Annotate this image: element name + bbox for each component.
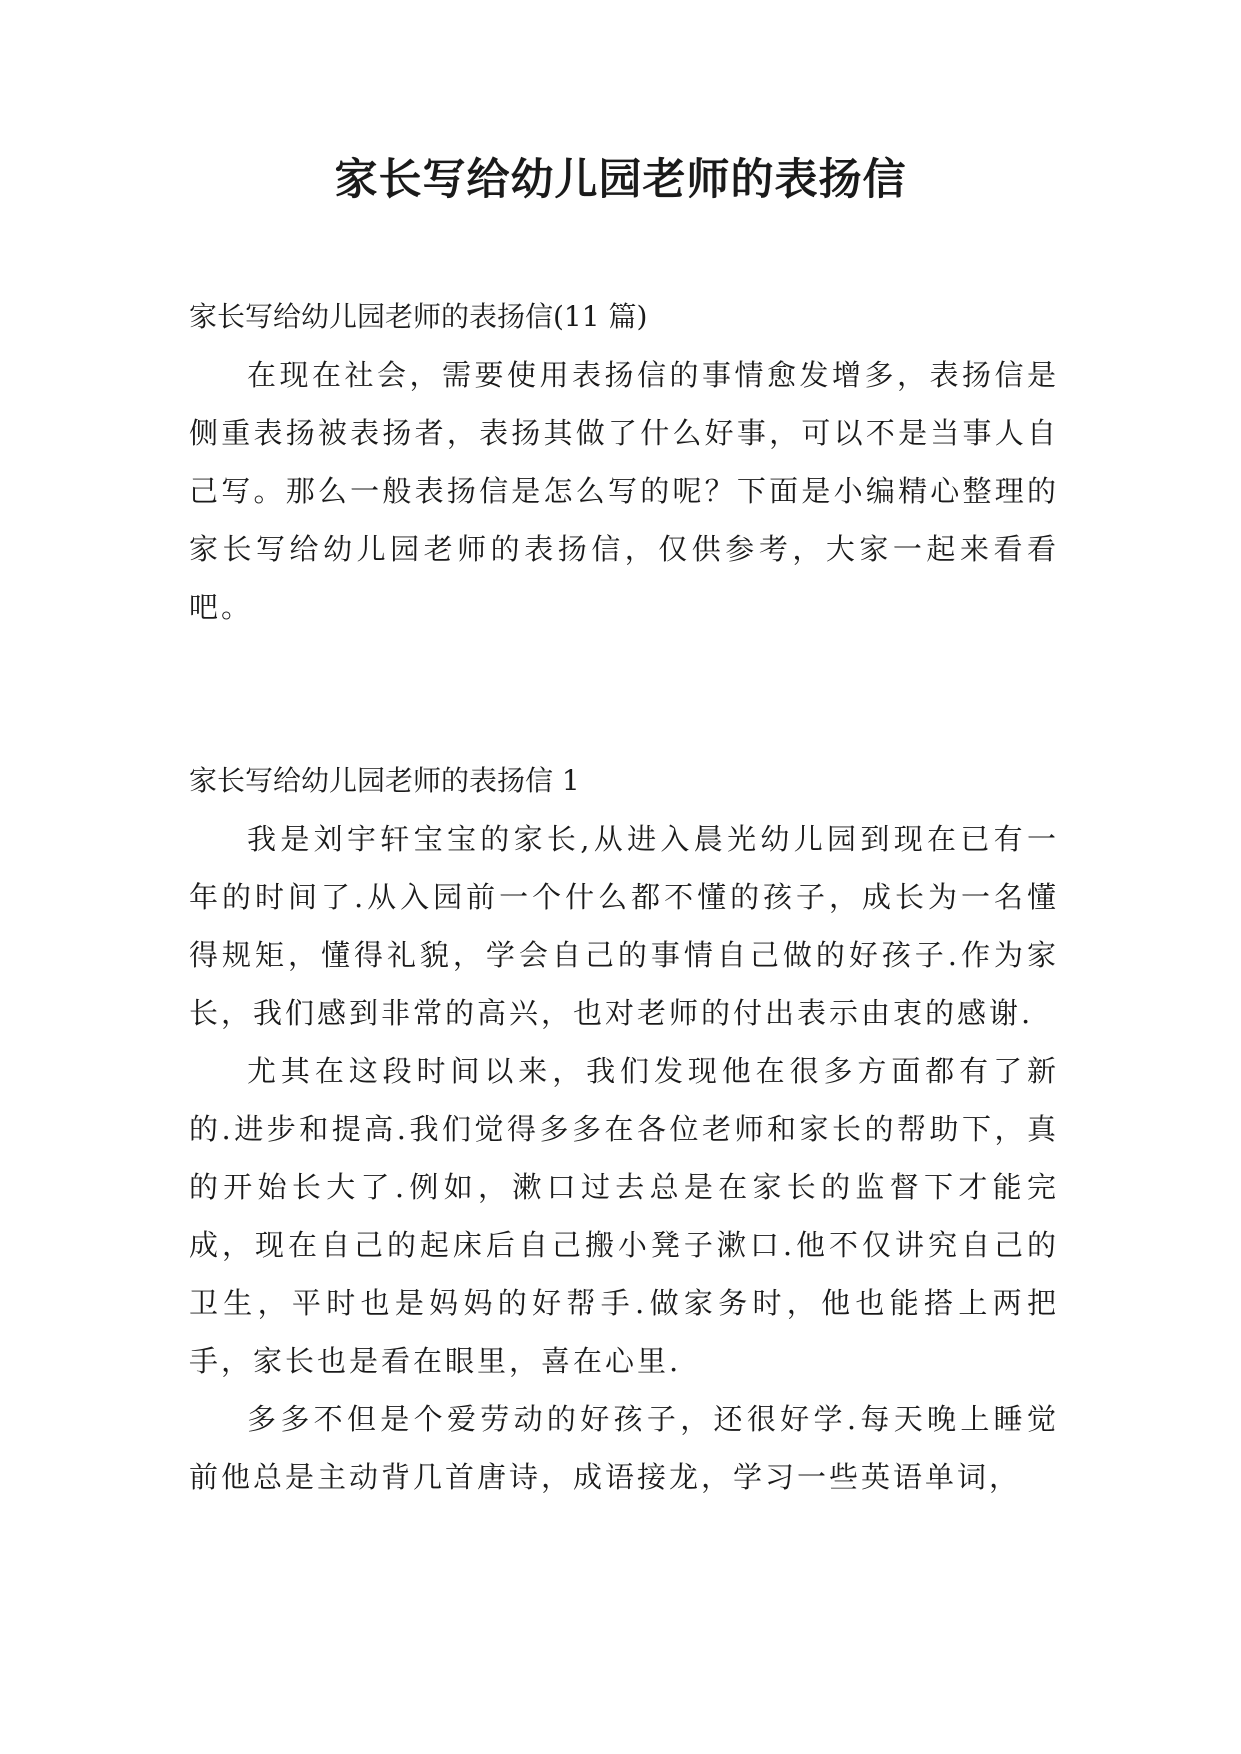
section-spacer <box>189 636 1059 752</box>
document-title: 家长写给幼儿园老师的表扬信 <box>334 155 907 205</box>
intro-paragraph: 在现在社会，需要使用表扬信的事情愈发增多，表扬信是侧重表扬被表扬者，表扬其做了什么好事，可以不是当事人自己写。那么一般表扬信是怎么写的呢？下面是小编精心整理的家长写给幼儿园老师的表扬信，仅供参考，大家一起来看看吧。 <box>189 358 1059 624</box>
document-body <box>189 288 1059 1506</box>
document-subtitle: 家长写给幼儿园老师的表扬信(11 篇) <box>189 300 648 333</box>
body-paragraph: 尤其在这段时间以来，我们发现他在很多方面都有了新的.进步和提高.我们觉得多多在各位老师和家长的帮助下，真的开始长大了.例如，漱口过去总是在家长的监督下才能完成，现在自己的起床后自己搬小凳子漱口.他不仅讲究自己的卫生，平时也是妈妈的好帮手.做家务时，他也能搭上两把手，家长也是看在眼里，喜在心里. <box>189 1054 1059 1378</box>
section-heading: 家长写给幼儿园老师的表扬信 1 <box>189 764 580 797</box>
body-paragraph: 多多不但是个爱劳动的好孩子，还很好学.每天晚上睡觉前他总是主动背几首唐诗，成语接龙，学习一些英语单词， <box>189 1402 1059 1494</box>
body-paragraph: 我是刘宇轩宝宝的家长,从进入晨光幼儿园到现在已有一年的时间了.从入园前一个什么都不懂的孩子，成长为一名懂得规矩，懂得礼貌，学会自己的事情自己做的好孩子.作为家长，我们感到非常的高兴，也对老师的付出表示由衷的感谢. <box>189 822 1059 1030</box>
